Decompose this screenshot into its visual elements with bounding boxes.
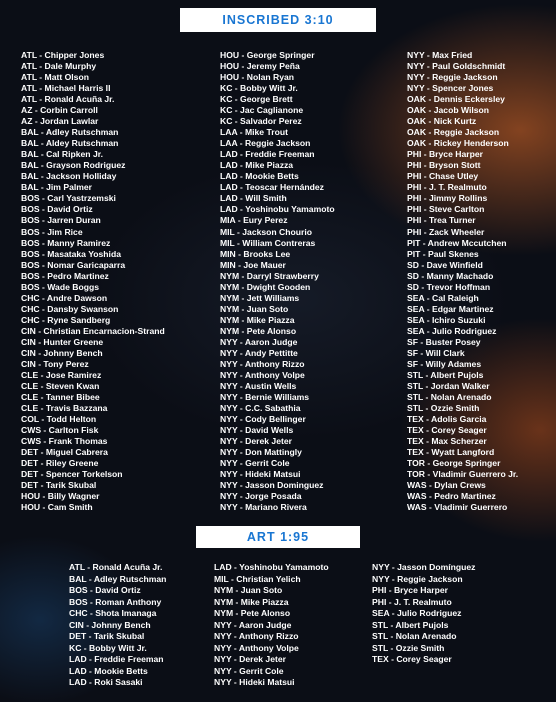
player-entry: CLE - Tanner Bibee	[21, 391, 100, 402]
player-entry: NYY - Jasson Domínguez	[372, 562, 476, 572]
player-entry: BOS - Manny Ramirez	[21, 237, 111, 248]
player-entry: NYM - Jett Williams	[220, 292, 300, 303]
player-entry: ATL - Michael Harris II	[21, 83, 111, 94]
player-entry: HOU - Billy Wagner	[21, 491, 100, 502]
player-entry: NYY - Anthony Volpe	[214, 642, 299, 653]
player-entry: NYY - Anthony Volpe	[220, 369, 305, 380]
player-entry: PHI - Bryce Harper	[372, 585, 448, 595]
player-entry: PHI - J. T. Realmuto	[372, 596, 452, 607]
player-entry: OAK - Jacob Wilson	[407, 105, 490, 116]
player-entry: KC - Salvador Perez	[220, 116, 302, 127]
player-entry: DET - Tarik Skubal	[21, 480, 97, 491]
player-entry: NYM - Dwight Gooden	[220, 281, 311, 292]
player-entry: PHI - Jimmy Rollins	[407, 193, 488, 204]
player-entry: DET - Tarik Skubal	[69, 631, 145, 641]
player-entry: WAS - Pedro Martinez	[407, 491, 496, 502]
player-entry: LAD - Mookie Betts	[220, 171, 299, 182]
player-entry: OAK - Nick Kurtz	[407, 116, 477, 127]
player-entry: KC - Bobby Witt Jr.	[220, 83, 298, 94]
player-entry: BAL - Jim Palmer	[21, 182, 93, 193]
player-entry: SF - Buster Posey	[407, 336, 481, 347]
player-entry: ATL - Chipper Jones	[21, 50, 105, 60]
player-entry: SD - Dave Winfield	[407, 259, 483, 270]
player-entry: MIL - Christian Yelich	[214, 573, 301, 584]
player-entry: BAL - Adley Rutschman	[69, 573, 167, 584]
player-entry: HOU - George Springer	[220, 50, 315, 60]
player-entry: MIA - Eury Perez	[220, 215, 288, 226]
player-entry: STL - Nolan Arenado	[407, 391, 492, 402]
art-column-1	[69, 562, 166, 689]
player-entry: SEA - Cal Raleigh	[407, 292, 479, 303]
player-entry: PHI - Trea Turner	[407, 215, 476, 226]
player-entry: DET - Spencer Torkelson	[21, 469, 123, 480]
player-entry: NYY - Don Mattingly	[220, 447, 302, 458]
player-entry: CIN - Johnny Bench	[69, 619, 151, 630]
player-entry: SEA - Edgar Martinez	[407, 303, 494, 314]
player-entry: BOS - David Ortiz	[21, 204, 93, 215]
player-entry: NYY - Derek Jeter	[220, 436, 292, 447]
player-entry: NYY - Jasson Dominguez	[220, 480, 324, 491]
player-entry: CWS - Frank Thomas	[21, 436, 108, 447]
player-entry: WAS - Vladimir Guerrero	[407, 502, 508, 513]
player-entry: BOS - Roman Anthony	[69, 596, 162, 607]
player-entry: PHI - Chase Utley	[407, 171, 479, 182]
player-entry: BAL - Grayson Rodriguez	[21, 160, 126, 171]
player-entry: MIL - William Contreras	[220, 237, 316, 248]
player-entry: TOR - Vladimir Guerrero Jr.	[407, 469, 519, 480]
player-entry: HOU - Cam Smith	[21, 502, 93, 513]
player-entry: STL - Ozzie Smith	[407, 403, 480, 413]
player-entry: NYY - David Wells	[220, 425, 294, 436]
player-entry: CIN - Christian Encarnacion-Strand	[21, 325, 165, 336]
player-entry: CHC - Shota Imanaga	[69, 608, 157, 618]
player-entry: CIN - Johnny Bench	[21, 347, 103, 358]
player-entry: LAA - Reggie Jackson	[220, 138, 311, 149]
player-entry: NYM - Juan Soto	[220, 303, 289, 314]
player-entry: OAK - Dennis Eckersley	[407, 94, 505, 105]
player-entry: PHI - Steve Carlton	[407, 204, 485, 215]
player-entry: ATL - Ronald Acuña Jr.	[21, 94, 115, 105]
player-entry: STL - Nolan Arenado	[372, 631, 457, 641]
player-entry: NYY - Anthony Rizzo	[220, 358, 305, 369]
player-entry: NYY - Aaron Judge	[214, 619, 292, 630]
player-entry: OAK - Reggie Jackson	[407, 127, 500, 138]
player-entry: NYY - Cody Bellinger	[220, 414, 306, 425]
player-entry: DET - Riley Greene	[21, 458, 99, 469]
player-entry: AZ - Corbin Carroll	[21, 105, 98, 116]
player-entry: BOS - Masataka Yoshida	[21, 248, 121, 259]
player-entry: TEX - Adolis Garcia	[407, 414, 487, 425]
player-entry: STL - Jordan Walker	[407, 380, 490, 391]
player-entry: STL - Albert Pujols	[407, 369, 484, 380]
player-entry: NYY - Bernie Williams	[220, 391, 310, 402]
player-entry: NYM - Pete Alonso	[214, 608, 291, 618]
art-column-2	[214, 562, 329, 689]
player-entry: NYM - Juan Soto	[214, 585, 283, 595]
player-entry: NYM - Pete Alonso	[220, 325, 297, 336]
player-entry: CIN - Tony Perez	[21, 358, 89, 369]
player-entry: BOS - Nomar Garicaparra	[21, 259, 126, 270]
player-entry: KC - Bobby Witt Jr.	[69, 642, 147, 653]
player-entry: ATL - Dale Murphy	[21, 61, 97, 72]
inscribed-column-1	[21, 50, 165, 513]
player-entry: AZ - Jordan Lawlar	[21, 116, 99, 127]
player-entry: SF - Willy Adames	[407, 358, 482, 369]
player-entry: NYY - Paul Goldschmidt	[407, 61, 506, 72]
player-entry: NYY - Max Fried	[407, 50, 473, 60]
player-entry: BOS - Wade Boggs	[21, 281, 99, 292]
player-entry: MIN - Joe Mauer	[220, 259, 286, 270]
art-section-header: ART 1:95	[196, 526, 360, 548]
player-entry: PIT - Andrew Mccutchen	[407, 237, 507, 248]
player-entry: NYM - Darryl Strawberry	[220, 270, 319, 281]
player-entry: LAD - Teoscar Hernández	[220, 182, 324, 193]
player-entry: BAL - Jackson Holliday	[21, 171, 117, 182]
player-entry: NYY - Gerrit Cole	[220, 458, 290, 469]
player-entry: BOS - David Ortiz	[69, 585, 141, 595]
player-entry: NYM - Mike Piazza	[214, 596, 289, 607]
player-entry: SD - Manny Machado	[407, 270, 494, 281]
player-entry: OAK - Rickey Henderson	[407, 138, 509, 149]
player-entry: SEA - Julio Rodriguez	[407, 325, 497, 336]
player-entry: NYY - Hideki Matsui	[220, 469, 301, 480]
player-entry: SF - Will Clark	[407, 347, 465, 358]
player-entry: ATL - Matt Olson	[21, 72, 89, 83]
player-entry: PIT - Paul Skenes	[407, 248, 479, 259]
player-entry: CIN - Hunter Greene	[21, 336, 104, 347]
player-entry: NYY - Jorge Posada	[220, 491, 302, 502]
player-entry: NYY - Reggie Jackson	[407, 72, 498, 83]
player-entry: PHI - J. T. Realmuto	[407, 182, 487, 193]
player-entry: BOS - Pedro Martinez	[21, 270, 109, 281]
inscribed-column-2	[220, 50, 335, 513]
player-entry: MIN - Brooks Lee	[220, 248, 291, 259]
player-entry: DET - Miguel Cabrera	[21, 447, 108, 458]
player-entry: LAD - Roki Sasaki	[69, 677, 143, 687]
player-entry: BOS - Jim Rice	[21, 226, 83, 237]
player-entry: LAD - Freddie Freeman	[220, 149, 315, 160]
player-entry: PHI - Zack Wheeler	[407, 226, 485, 237]
player-entry: CHC - Ryne Sandberg	[21, 314, 111, 325]
player-entry: CLE - Travis Bazzana	[21, 403, 108, 413]
player-entry: LAD - Mike Piazza	[220, 160, 294, 171]
player-entry: CHC - Andre Dawson	[21, 292, 108, 303]
player-entry: BOS - Carl Yastrzemski	[21, 193, 116, 204]
player-entry: LAA - Mike Trout	[220, 127, 288, 138]
player-entry: NYY - Gerrit Cole	[214, 665, 284, 676]
player-entry: STL - Ozzie Smith	[372, 642, 445, 653]
player-entry: NYY - Reggie Jackson	[372, 573, 463, 584]
player-entry: NYY - Aaron Judge	[220, 336, 298, 347]
player-entry: NYY - Mariano Rivera	[220, 502, 307, 513]
player-entry: NYY - Anthony Rizzo	[214, 631, 299, 641]
player-entry: CHC - Dansby Swanson	[21, 303, 119, 314]
player-entry: CLE - Jose Ramirez	[21, 369, 102, 380]
inscribed-column-3	[407, 50, 518, 513]
player-entry: TEX - Corey Seager	[372, 654, 452, 664]
player-entry: NYY - Hideki Matsui	[214, 677, 295, 687]
player-entry: TOR - George Springer	[407, 458, 501, 469]
player-entry: NYY - Spencer Jones	[407, 83, 494, 94]
player-entry: STL - Albert Pujols	[372, 619, 449, 630]
player-entry: BAL - Adley Rutschman	[21, 127, 119, 138]
player-entry: LAD - Freddie Freeman	[69, 654, 164, 664]
player-entry: HOU - Nolan Ryan	[220, 72, 295, 83]
player-entry: ATL - Ronald Acuña Jr.	[69, 562, 163, 572]
player-entry: NYY - Andy Pettitte	[220, 347, 298, 358]
player-entry: NYM - Mike Piazza	[220, 314, 295, 325]
player-entry: LAD - Yoshinobu Yamamoto	[214, 562, 329, 572]
player-entry: SD - Trevor Hoffman	[407, 281, 491, 292]
player-entry: BOS - Jarren Duran	[21, 215, 101, 226]
player-entry: COL - Todd Helton	[21, 414, 97, 425]
player-entry: PHI - Bryce Harper	[407, 149, 483, 160]
player-entry: CLE - Steven Kwan	[21, 380, 100, 391]
player-entry: PHI - Bryson Stott	[407, 160, 481, 171]
player-entry: KC - George Brett	[220, 94, 293, 105]
player-entry: CWS - Carlton Fisk	[21, 425, 99, 436]
player-entry: TEX - Max Scherzer	[407, 436, 487, 447]
player-entry: NYY - Derek Jeter	[214, 654, 286, 664]
player-entry: SEA - Ichiro Suzuki	[407, 314, 486, 325]
player-entry: LAD - Will Smith	[220, 193, 287, 204]
player-entry: NYY - Austin Wells	[220, 380, 297, 391]
player-entry: BAL - Aldey Rutschman	[21, 138, 119, 149]
player-entry: TEX - Corey Seager	[407, 425, 487, 436]
player-entry: SEA - Julio Rodriguez	[372, 608, 462, 618]
player-entry: MIL - Jackson Chourio	[220, 226, 312, 237]
player-entry: TEX - Wyatt Langford	[407, 447, 495, 458]
player-entry: LAD - Mookie Betts	[69, 665, 148, 676]
player-entry: KC - Jac Caglianone	[220, 105, 304, 116]
player-entry: WAS - Dylan Crews	[407, 480, 486, 491]
inscribed-section-header: INSCRIBED 3:10	[180, 8, 376, 32]
player-entry: HOU - Jeremy Peña	[220, 61, 300, 72]
player-entry: LAD - Yoshinobu Yamamoto	[220, 204, 335, 215]
player-entry: NYY - C.C. Sabathia	[220, 403, 301, 413]
art-column-3	[372, 562, 475, 666]
player-entry: BAL - Cal Ripken Jr.	[21, 149, 103, 160]
